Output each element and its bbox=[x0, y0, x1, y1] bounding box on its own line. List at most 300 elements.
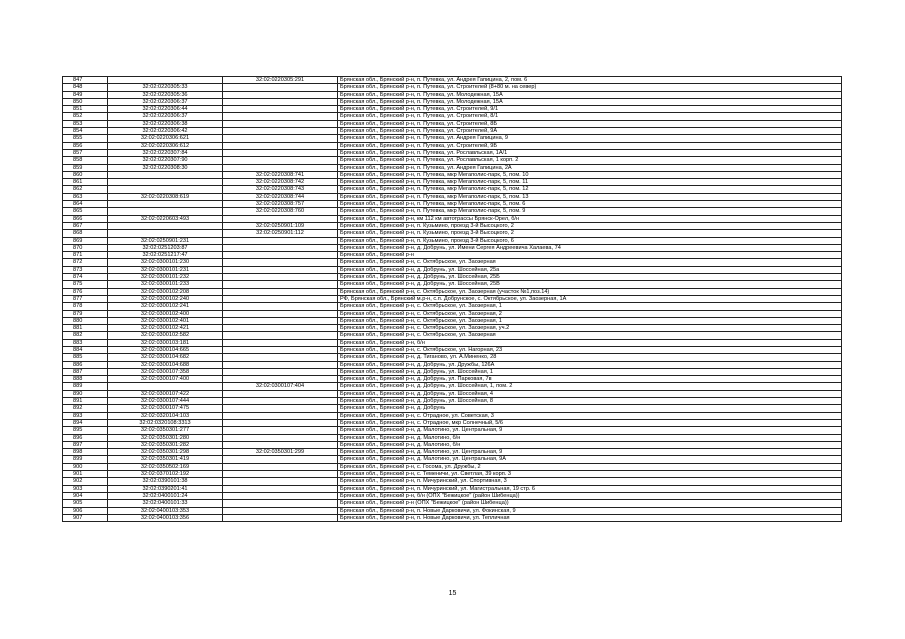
table-row bbox=[63, 281, 842, 288]
table-row bbox=[63, 244, 842, 251]
cadastral-number-land-cell: 32:02:0220307:84 bbox=[108, 149, 223, 156]
row-number-cell: 879 bbox=[63, 310, 108, 317]
row-number-cell: 851 bbox=[63, 106, 108, 113]
table-row bbox=[63, 142, 842, 149]
cadastral-number-land-cell: 32:02:0350301:419 bbox=[108, 456, 223, 463]
cadastral-number-land-cell: 32:02:0300107:400 bbox=[108, 376, 223, 383]
cadastral-number-land-cell: 32:02:0220306:612 bbox=[108, 142, 223, 149]
address-cell: Брянская обл., Брянский р-н, д. Добрунь, ул. Шоссейная, 1, пом. 2 bbox=[338, 383, 842, 390]
table-row bbox=[63, 201, 842, 208]
table-row bbox=[63, 208, 842, 215]
row-number-cell: 857 bbox=[63, 149, 108, 156]
address-cell: Брянская обл., Брянский р-н, п. Новые Дарковичи, ул. Фокинская, 9 bbox=[338, 507, 842, 514]
table-row bbox=[63, 500, 842, 507]
address-cell: Брянская обл., Брянский р-н, д. Малотино, ул. Центральная, 9А bbox=[338, 456, 842, 463]
cadastral-number-land-cell: 32:02:0300102:582 bbox=[108, 332, 223, 339]
cadastral-number-building-cell bbox=[223, 98, 338, 105]
cadastral-number-building-cell bbox=[223, 135, 338, 142]
cadastral-number-land-cell: 32:02:0300101:232 bbox=[108, 274, 223, 281]
address-cell: Брянская обл., Брянский р-н, д. Малотино, б/н bbox=[338, 434, 842, 441]
cadastral-number-building-cell bbox=[223, 274, 338, 281]
cadastral-number-building-cell bbox=[223, 478, 338, 485]
address-cell: Брянская обл., Брянский р-н, с. Октябрьское, ул. Нагорная, 23 bbox=[338, 346, 842, 353]
address-cell: Брянская обл., Брянский р-н, п. Путевка, мкр Мегаполис-парк, 5, пом. 13 bbox=[338, 193, 842, 200]
cadastral-number-building-cell bbox=[223, 441, 338, 448]
cadastral-number-land-cell bbox=[108, 222, 223, 229]
cadastral-number-land-cell: 32:02:0300104:665 bbox=[108, 346, 223, 353]
table-row bbox=[63, 449, 842, 456]
table-row bbox=[63, 266, 842, 273]
cadastral-number-building-cell bbox=[223, 376, 338, 383]
table-row bbox=[63, 128, 842, 135]
table-row bbox=[63, 84, 842, 91]
cadastral-number-land-cell: 32:02:0300104:682 bbox=[108, 354, 223, 361]
row-number-cell: 888 bbox=[63, 376, 108, 383]
cadastral-number-building-cell bbox=[223, 288, 338, 295]
table-row bbox=[63, 317, 842, 324]
cadastral-number-building-cell bbox=[223, 405, 338, 412]
cadastral-number-land-cell: 32:02:0300102:241 bbox=[108, 303, 223, 310]
table-row bbox=[63, 91, 842, 98]
row-number-cell: 858 bbox=[63, 157, 108, 164]
table-row bbox=[63, 193, 842, 200]
table-row bbox=[63, 186, 842, 193]
row-number-cell: 887 bbox=[63, 368, 108, 375]
cadastral-number-land-cell: 32:02:0250901:231 bbox=[108, 237, 223, 244]
address-cell: Брянская обл., Брянский р-н, д. Добрунь, ул. Имени Сергея Андреевича Халаева, 74 bbox=[338, 244, 842, 251]
table-row bbox=[63, 157, 842, 164]
row-number-cell: 863 bbox=[63, 193, 108, 200]
cadastral-number-building-cell bbox=[223, 281, 338, 288]
address-cell: Брянская обл., Брянский р-н, д. Малотино, б/н bbox=[338, 441, 842, 448]
address-cell: Брянская обл., Брянский р-н, д. Добрунь, ул. Шоссейная, 25а bbox=[338, 266, 842, 273]
row-number-cell: 906 bbox=[63, 507, 108, 514]
cadastral-number-building-cell: 32:02:0220308:760 bbox=[223, 208, 338, 215]
table-row bbox=[63, 456, 842, 463]
address-cell: Брянская обл., Брянский р-н, с. Октябрьское, ул. Заозерная, 1 bbox=[338, 303, 842, 310]
table-row bbox=[63, 419, 842, 426]
cadastral-number-land-cell bbox=[108, 171, 223, 178]
cadastral-number-building-cell bbox=[223, 317, 338, 324]
row-number-cell: 856 bbox=[63, 142, 108, 149]
cadastral-number-building-cell: 32:02:0220308:743 bbox=[223, 186, 338, 193]
row-number-cell: 882 bbox=[63, 332, 108, 339]
row-number-cell: 883 bbox=[63, 339, 108, 346]
cadastral-number-land-cell: 32:02:0400103:356 bbox=[108, 514, 223, 521]
address-cell: Брянская обл., Брянский р-н, с. Октябрьское, ул. Заозерная, 2 bbox=[338, 310, 842, 317]
address-cell: Брянская обл., Брянский р-н, п. Путевка, мкр Мегаполис-парк, 5, пом. 9 bbox=[338, 208, 842, 215]
table-row bbox=[63, 390, 842, 397]
address-cell: Брянская обл., Брянский р-н, д. Малотино, ул. Центральная, 9 bbox=[338, 449, 842, 456]
cadastral-number-building-cell bbox=[223, 354, 338, 361]
cadastral-number-building-cell: 32:02:0220308:742 bbox=[223, 179, 338, 186]
address-cell: Брянская обл., Брянский р-н, п. Путевка, ул. Рославльская, 1 корп. 2 bbox=[338, 157, 842, 164]
row-number-cell: 891 bbox=[63, 398, 108, 405]
address-cell: Брянская обл., Брянский р-н (ОПХ "Бежицкое" (район Шибенца)) bbox=[338, 500, 842, 507]
address-cell: Брянская обл., Брянский р-н, д. Добрунь, ул. Шоссейная, 8 bbox=[338, 398, 842, 405]
row-number-cell: 860 bbox=[63, 171, 108, 178]
address-cell: Брянская обл., Брянский р-н, п. Мичуринский, ул. Спортивная, 3 bbox=[338, 478, 842, 485]
cadastral-number-building-cell bbox=[223, 142, 338, 149]
cadastral-number-land-cell: 32:02:0350301:280 bbox=[108, 434, 223, 441]
table-row bbox=[63, 77, 842, 84]
cadastral-number-land-cell: 32:02:0300102:400 bbox=[108, 310, 223, 317]
cadastral-number-building-cell bbox=[223, 507, 338, 514]
row-number-cell: 866 bbox=[63, 215, 108, 222]
cadastral-number-land-cell: 32:02:0400101:24 bbox=[108, 492, 223, 499]
row-number-cell: 864 bbox=[63, 201, 108, 208]
cadastral-number-building-cell bbox=[223, 332, 338, 339]
cadastral-number-building-cell bbox=[223, 252, 338, 259]
cadastral-number-building-cell bbox=[223, 113, 338, 120]
address-cell: Брянская обл., Брянский р-н, п. Путевка, ул. Строителей, 9/1 bbox=[338, 106, 842, 113]
address-cell: Брянская обл., Брянский р-н, д. Добрунь, ул. Парковая, 7в bbox=[338, 376, 842, 383]
address-cell: Брянская обл., Брянский р-н, п. Новые Дарковичи, ул. Тепличная bbox=[338, 514, 842, 521]
table-row bbox=[63, 376, 842, 383]
table-row bbox=[63, 288, 842, 295]
cadastral-number-building-cell bbox=[223, 164, 338, 171]
cadastral-number-building-cell bbox=[223, 91, 338, 98]
address-cell: Брянская обл., Брянский р-н, с. Октябрьское, ул. Заозерная bbox=[338, 332, 842, 339]
row-number-cell: 901 bbox=[63, 471, 108, 478]
cadastral-number-land-cell: 32:02:0300102:208 bbox=[108, 288, 223, 295]
address-cell: Брянская обл., Брянский р-н, с. Отрадное, ул. Советская, 3 bbox=[338, 412, 842, 419]
table-row bbox=[63, 171, 842, 178]
cadastral-number-land-cell: 32:02:0320104:103 bbox=[108, 412, 223, 419]
address-cell: Брянская обл., Брянский р-н, п. Путевка, ул. Строителей (8+80 м. на север) bbox=[338, 84, 842, 91]
address-cell: Брянская обл., Брянский р-н bbox=[338, 252, 842, 259]
row-number-cell: 884 bbox=[63, 346, 108, 353]
address-cell: Брянская обл., Брянский р-н, д. Добрунь, ул. Шоссейная, 1 bbox=[338, 368, 842, 375]
row-number-cell: 847 bbox=[63, 77, 108, 84]
address-cell: Брянская обл., Брянский р-н, д. Добрунь, ул. Шоссейная, 4 bbox=[338, 390, 842, 397]
row-number-cell: 875 bbox=[63, 281, 108, 288]
table-row bbox=[63, 354, 842, 361]
cadastral-number-land-cell: 32:02:0300104:688 bbox=[108, 361, 223, 368]
address-cell: Брянская обл., Брянский р-н, п. Кузьмино, проезд 3-й Высоцкого, 2 bbox=[338, 230, 842, 237]
table-row bbox=[63, 463, 842, 470]
row-number-cell: 868 bbox=[63, 230, 108, 237]
cadastral-number-land-cell: 32:02:0220306:37 bbox=[108, 98, 223, 105]
cadastral-number-land-cell: 32:02:0390201:41 bbox=[108, 485, 223, 492]
table-row bbox=[63, 295, 842, 302]
address-cell: Брянская обл., Брянский р-н, п. Путевка, ул. Строителей, 9А bbox=[338, 128, 842, 135]
row-number-cell: 886 bbox=[63, 361, 108, 368]
table-row bbox=[63, 514, 842, 521]
cadastral-number-building-cell bbox=[223, 419, 338, 426]
cadastral-number-building-cell bbox=[223, 339, 338, 346]
row-number-cell: 867 bbox=[63, 222, 108, 229]
address-cell: Брянская обл., Брянский р-н, п. Путевка, ул. Строителей, 9Б bbox=[338, 142, 842, 149]
address-cell: Брянская обл., Брянский р-н, д. Добрунь, ул. Шоссейная, 25В bbox=[338, 281, 842, 288]
cadastral-number-building-cell bbox=[223, 244, 338, 251]
cadastral-number-land-cell: 32:02:0300107:358 bbox=[108, 368, 223, 375]
address-cell: Брянская обл., Брянский р-н, с. Октябрьское, ул. Заозерная (участок №1,поз.14) bbox=[338, 288, 842, 295]
table-row bbox=[63, 492, 842, 499]
row-number-cell: 859 bbox=[63, 164, 108, 171]
cadastral-number-land-cell: 32:02:0220305:33 bbox=[108, 84, 223, 91]
cadastral-number-land-cell: 32:02:0220306:38 bbox=[108, 120, 223, 127]
address-cell: Брянская обл., Брянский р-н, д. Малотино, ул. Центральная, 9 bbox=[338, 427, 842, 434]
row-number-cell: 895 bbox=[63, 427, 108, 434]
table-row bbox=[63, 274, 842, 281]
row-number-cell: 849 bbox=[63, 91, 108, 98]
cadastral-number-building-cell bbox=[223, 500, 338, 507]
cadastral-number-building-cell bbox=[223, 325, 338, 332]
address-cell: Брянская обл., Брянский р-н, д. Добрунь, ул. Шоссейная, 25Б bbox=[338, 274, 842, 281]
cadastral-number-land-cell: 32:02:0220308:619 bbox=[108, 193, 223, 200]
cadastral-number-land-cell: 32:02:0300103:181 bbox=[108, 339, 223, 346]
cadastral-number-land-cell: 32:02:0300107:422 bbox=[108, 390, 223, 397]
table-row bbox=[63, 120, 842, 127]
cadastral-number-building-cell: 32:02:0350301:299 bbox=[223, 449, 338, 456]
table-row bbox=[63, 222, 842, 229]
table-row bbox=[63, 368, 842, 375]
cadastral-number-building-cell bbox=[223, 259, 338, 266]
cadastral-number-land-cell bbox=[108, 186, 223, 193]
cadastral-number-building-cell bbox=[223, 106, 338, 113]
address-cell: РФ, Брянская обл., Брянский м.р-н, с.п. Добрунское, с. Октябрьское, ул. Заозерная, 1А bbox=[338, 295, 842, 302]
cadastral-number-building-cell bbox=[223, 295, 338, 302]
table-row bbox=[63, 427, 842, 434]
address-cell: Брянская обл., Брянский р-н, с. Теменичи, ул. Светлая, 39 корп. 3 bbox=[338, 471, 842, 478]
table-row bbox=[63, 471, 842, 478]
table-row bbox=[63, 310, 842, 317]
row-number-cell: 877 bbox=[63, 295, 108, 302]
address-cell: Брянская обл., Брянский р-н, с. Октябрьское, ул. Заозерная, 1 bbox=[338, 317, 842, 324]
address-cell: Брянская обл., Брянский р-н, п. Кузьмино, проезд 3-й Высоцкого, 2 bbox=[338, 222, 842, 229]
cadastral-number-building-cell bbox=[223, 463, 338, 470]
row-number-cell: 885 bbox=[63, 354, 108, 361]
row-number-cell: 892 bbox=[63, 405, 108, 412]
row-number-cell: 850 bbox=[63, 98, 108, 105]
table-row bbox=[63, 332, 842, 339]
cadastral-number-land-cell bbox=[108, 208, 223, 215]
cadastral-number-land-cell: 32:02:0300101:233 bbox=[108, 281, 223, 288]
cadastral-number-land-cell: 32:02:0220307:90 bbox=[108, 157, 223, 164]
cadastral-number-land-cell: 32:02:0220306:44 bbox=[108, 106, 223, 113]
address-cell: Брянская обл., Брянский р-н, п. Путевка, ул. Андрея Гапицина, 2А bbox=[338, 164, 842, 171]
table-row bbox=[63, 478, 842, 485]
table-row bbox=[63, 346, 842, 353]
cadastral-number-building-cell bbox=[223, 427, 338, 434]
table-row bbox=[63, 361, 842, 368]
table-row bbox=[63, 412, 842, 419]
cadastral-number-land-cell: 32:02:0350301:298 bbox=[108, 449, 223, 456]
table-row bbox=[63, 303, 842, 310]
address-cell: Брянская обл., Брянский р-н, п. Путевка, мкр Мегаполис-парк, 5, пом. 6 bbox=[338, 201, 842, 208]
address-cell: Брянская обл., Брянский р-н, п. Путевка, ул. Рославльская, 1А/1 bbox=[338, 149, 842, 156]
table-row bbox=[63, 441, 842, 448]
address-cell: Брянская обл., Брянский р-н, п. Мичуринский, ул. Магистральная, 19 стр. 6 bbox=[338, 485, 842, 492]
cadastral-number-building-cell bbox=[223, 215, 338, 222]
cadastral-number-building-cell: 32:02:0250901:112 bbox=[223, 230, 338, 237]
cadastral-number-building-cell bbox=[223, 303, 338, 310]
table-row bbox=[63, 237, 842, 244]
cadastral-number-land-cell: 32:02:0300102:401 bbox=[108, 317, 223, 324]
row-number-cell: 874 bbox=[63, 274, 108, 281]
cadastral-number-land-cell: 32:02:0400103:353 bbox=[108, 507, 223, 514]
row-number-cell: 873 bbox=[63, 266, 108, 273]
table-row bbox=[63, 252, 842, 259]
table-row bbox=[63, 164, 842, 171]
address-cell: Брянская обл., Брянский р-н, п. Путевка, мкр Мегаполис-парк, 5, пом. 11 bbox=[338, 179, 842, 186]
row-number-cell: 878 bbox=[63, 303, 108, 310]
cadastral-number-land-cell: 32:02:0220603:493 bbox=[108, 215, 223, 222]
cadastral-number-building-cell bbox=[223, 157, 338, 164]
cadastral-number-land-cell: 32:02:0300102:240 bbox=[108, 295, 223, 302]
address-cell: Брянская обл., Брянский р-н, п. Путевка, ул. Андрея Гапицина, 2, пом. 6 bbox=[338, 77, 842, 84]
cadastral-number-land-cell: 32:02:0300107:475 bbox=[108, 405, 223, 412]
cadastral-number-building-cell bbox=[223, 346, 338, 353]
cadastral-number-land-cell: 32:02:0300107:444 bbox=[108, 398, 223, 405]
cadastral-number-building-cell bbox=[223, 514, 338, 521]
table-row bbox=[63, 325, 842, 332]
cadastral-number-building-cell bbox=[223, 310, 338, 317]
address-cell: Брянская обл., Брянский р-н, б/н bbox=[338, 339, 842, 346]
address-cell: Брянская обл., Брянский р-н, с. Отрадное, мкр Солнечный, 5/6 bbox=[338, 419, 842, 426]
cadastral-number-building-cell bbox=[223, 120, 338, 127]
cadastral-number-building-cell bbox=[223, 434, 338, 441]
cadastral-number-building-cell bbox=[223, 492, 338, 499]
cadastral-number-building-cell: 32:02:0220308:757 bbox=[223, 201, 338, 208]
table-row bbox=[63, 485, 842, 492]
address-cell: Брянская обл., Брянский р-н, б/н (ОПХ "Бежицкое" (район Шибенца)) bbox=[338, 492, 842, 499]
cadastral-number-land-cell: 32:02:0220306:621 bbox=[108, 135, 223, 142]
cadastral-number-land-cell: 32:02:0350301:282 bbox=[108, 441, 223, 448]
row-number-cell: 848 bbox=[63, 84, 108, 91]
row-number-cell: 894 bbox=[63, 419, 108, 426]
row-number-cell: 862 bbox=[63, 186, 108, 193]
table-row bbox=[63, 215, 842, 222]
address-cell: Брянская обл., Брянский р-н, км 112 км автотрассы Брянск-Орел, б/н bbox=[338, 215, 842, 222]
table-row bbox=[63, 259, 842, 266]
cadastral-number-building-cell bbox=[223, 412, 338, 419]
cadastral-number-land-cell bbox=[108, 77, 223, 84]
registry-table-body bbox=[63, 77, 842, 522]
row-number-cell: 861 bbox=[63, 179, 108, 186]
cadastral-number-land-cell: 32:02:0220308:30 bbox=[108, 164, 223, 171]
cadastral-number-building-cell bbox=[223, 368, 338, 375]
page-number: 15 bbox=[448, 590, 457, 597]
cadastral-number-building-cell: 32:02:0300107:404 bbox=[223, 383, 338, 390]
row-number-cell: 880 bbox=[63, 317, 108, 324]
row-number-cell: 865 bbox=[63, 208, 108, 215]
cadastral-number-land-cell: 32:02:0350301:277 bbox=[108, 427, 223, 434]
cadastral-number-land-cell: 32:02:0370102:192 bbox=[108, 471, 223, 478]
row-number-cell: 902 bbox=[63, 478, 108, 485]
cadastral-number-building-cell bbox=[223, 398, 338, 405]
cadastral-number-building-cell bbox=[223, 149, 338, 156]
cadastral-number-land-cell: 32:02:0300101:231 bbox=[108, 266, 223, 273]
table-row bbox=[63, 339, 842, 346]
table-row bbox=[63, 135, 842, 142]
address-cell: Брянская обл., Брянский р-н, с. Октябрьское, ул. Заозерная, уч.2 bbox=[338, 325, 842, 332]
row-number-cell: 893 bbox=[63, 412, 108, 419]
row-number-cell: 876 bbox=[63, 288, 108, 295]
row-number-cell: 889 bbox=[63, 383, 108, 390]
property-registry-table bbox=[62, 76, 842, 522]
cadastral-number-land-cell bbox=[108, 201, 223, 208]
cadastral-number-land-cell: 32:02:0400101:33 bbox=[108, 500, 223, 507]
cadastral-number-building-cell bbox=[223, 485, 338, 492]
row-number-cell: 881 bbox=[63, 325, 108, 332]
address-cell: Брянская обл., Брянский р-н, с. Октябрьское, ул. Заозерная bbox=[338, 259, 842, 266]
table-row bbox=[63, 179, 842, 186]
address-cell: Брянская обл., Брянский р-н, п. Путевка, ул. Андрея Гапицина, 9 bbox=[338, 135, 842, 142]
address-cell: Брянская обл., Брянский р-н, п. Путевка, мкр Мегаполис-парк, 5, пом. 12 bbox=[338, 186, 842, 193]
cadastral-number-land-cell: 32:02:0220306:37 bbox=[108, 113, 223, 120]
cadastral-number-building-cell bbox=[223, 471, 338, 478]
row-number-cell: 869 bbox=[63, 237, 108, 244]
row-number-cell: 890 bbox=[63, 390, 108, 397]
row-number-cell: 852 bbox=[63, 113, 108, 120]
row-number-cell: 872 bbox=[63, 259, 108, 266]
address-cell: Брянская обл., Брянский р-н, д. Тиганово, ул. А.Миненко, 28 bbox=[338, 354, 842, 361]
cadastral-number-building-cell bbox=[223, 361, 338, 368]
cadastral-number-building-cell bbox=[223, 128, 338, 135]
row-number-cell: 853 bbox=[63, 120, 108, 127]
row-number-cell: 898 bbox=[63, 449, 108, 456]
row-number-cell: 899 bbox=[63, 456, 108, 463]
row-number-cell: 896 bbox=[63, 434, 108, 441]
table-row bbox=[63, 230, 842, 237]
table-row bbox=[63, 149, 842, 156]
cadastral-number-land-cell: 32:02:0350502:169 bbox=[108, 463, 223, 470]
row-number-cell: 903 bbox=[63, 485, 108, 492]
cadastral-number-building-cell: 32:02:0220308:741 bbox=[223, 171, 338, 178]
table-row bbox=[63, 405, 842, 412]
row-number-cell: 900 bbox=[63, 463, 108, 470]
table-row bbox=[63, 383, 842, 390]
table-row bbox=[63, 113, 842, 120]
row-number-cell: 855 bbox=[63, 135, 108, 142]
row-number-cell: 897 bbox=[63, 441, 108, 448]
table-row bbox=[63, 98, 842, 105]
address-cell: Брянская обл., Брянский р-н, п. Кузьмино, проезд 3-й Высоцкого, 6 bbox=[338, 237, 842, 244]
cadastral-number-land-cell bbox=[108, 383, 223, 390]
address-cell: Брянская обл., Брянский р-н, п. Путевка, ул. Молодежная, 15А bbox=[338, 98, 842, 105]
cadastral-number-building-cell bbox=[223, 390, 338, 397]
cadastral-number-building-cell bbox=[223, 266, 338, 273]
cadastral-number-land-cell: 32:02:0251217:47 bbox=[108, 252, 223, 259]
cadastral-number-building-cell: 32:02:0250901:109 bbox=[223, 222, 338, 229]
cadastral-number-land-cell: 32:02:0320108:3313 bbox=[108, 419, 223, 426]
address-cell: Брянская обл., Брянский р-н, п. Путевка, ул. Строителей, 8Б bbox=[338, 120, 842, 127]
cadastral-number-land-cell: 32:02:0220306:42 bbox=[108, 128, 223, 135]
row-number-cell: 871 bbox=[63, 252, 108, 259]
cadastral-number-building-cell bbox=[223, 456, 338, 463]
cadastral-number-land-cell: 32:02:0390101:38 bbox=[108, 478, 223, 485]
cadastral-number-land-cell: 32:02:0220305:36 bbox=[108, 91, 223, 98]
row-number-cell: 854 bbox=[63, 128, 108, 135]
row-number-cell: 904 bbox=[63, 492, 108, 499]
row-number-cell: 870 bbox=[63, 244, 108, 251]
table-row bbox=[63, 398, 842, 405]
table-row bbox=[63, 434, 842, 441]
cadastral-number-building-cell bbox=[223, 237, 338, 244]
address-cell: Брянская обл., Брянский р-н, с. Госома, ул. Дружбы, 2 bbox=[338, 463, 842, 470]
cadastral-number-building-cell: 32:02:0220305:291 bbox=[223, 77, 338, 84]
address-cell: Брянская обл., Брянский р-н, п. Путевка, мкр Мегаполис-парк, 5, пом. 10 bbox=[338, 171, 842, 178]
cadastral-number-land-cell: 32:02:0300101:230 bbox=[108, 259, 223, 266]
cadastral-number-building-cell: 32:02:0220308:744 bbox=[223, 193, 338, 200]
address-cell: Брянская обл., Брянский р-н, п. Путевка, ул. Строителей, 8/1 bbox=[338, 113, 842, 120]
address-cell: Брянская обл., Брянский р-н, д. Добрунь, ул. Дружбы, 126А bbox=[338, 361, 842, 368]
table-row bbox=[63, 106, 842, 113]
address-cell: Брянская обл., Брянский р-н, д. Добрунь bbox=[338, 405, 842, 412]
cadastral-number-building-cell bbox=[223, 84, 338, 91]
